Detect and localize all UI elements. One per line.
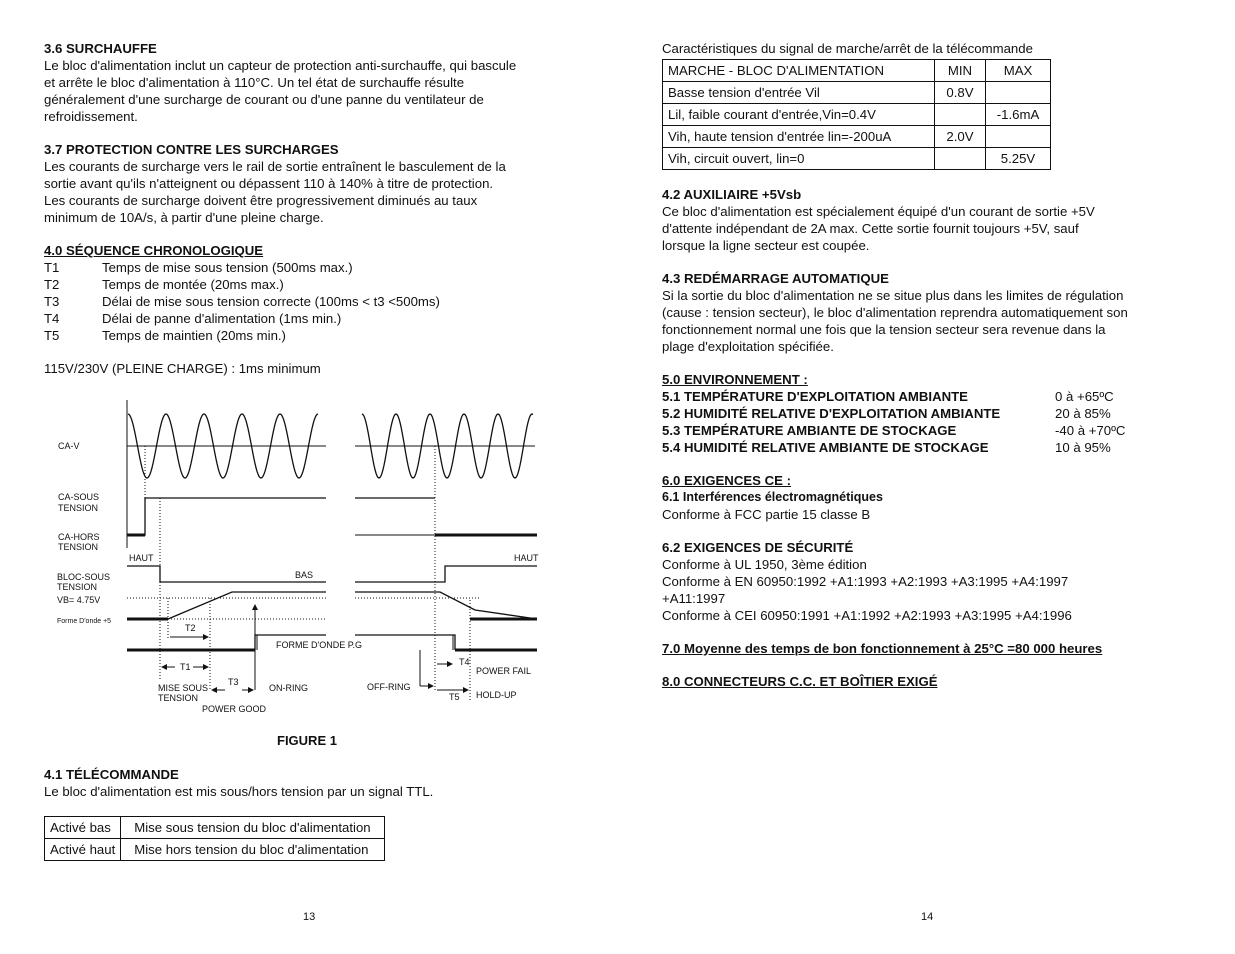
paragraph-line: Les courants de surcharge doivent être progressivement diminués au taux (44, 193, 478, 208)
timing-item: T3 Délai de mise sous tension correcte (100ms < t3 <500ms) (44, 294, 440, 309)
env-row: 5.4 HUMIDITÉ RELATIVE AMBIANTE DE STOCKAGE 10 à 95% (662, 440, 1111, 455)
paragraph-line: Le bloc d'alimentation inclut un capteur de protection anti-surchauffe, qui bascule (44, 58, 517, 73)
section-title: 7.0 Moyenne des temps de bon fonctionnement à 25°C =80 000 heures (662, 641, 1103, 656)
table-header: MARCHE - BLOC D'ALIMENTATION MIN MAX (663, 60, 1051, 82)
table-row: Vih, circuit ouvert, lin=0 5.25V (663, 148, 1051, 170)
subsection-title: 6.2 EXIGENCES DE SÉCURITÉ (662, 540, 854, 555)
label-t3: T3 (228, 677, 239, 687)
table-row: Vih, haute tension d'entrée lin=-200uA 2.0V (663, 126, 1051, 148)
figure-caption: FIGURE 1 (277, 733, 337, 748)
section-title: 8.0 CONNECTEURS C.C. ET BOÎTIER EXIGÉ (662, 674, 938, 689)
label-power-good: POWER GOOD (202, 704, 267, 714)
table-title: Caractéristiques du signal de marche/arrêt de la télécommande (662, 41, 1033, 56)
label-ca-v: CA-V (58, 441, 80, 451)
paragraph-line: Conforme à FCC partie 15 classe B (662, 507, 871, 522)
paragraph-line: plage d'exploitation spécifiée. (662, 339, 834, 354)
label-ca-hors: CA-HORS (58, 532, 100, 542)
paragraph-line: Le bloc d'alimentation est mis sous/hors tension par un signal TTL. (44, 784, 434, 799)
right-page (662, 40, 1202, 690)
paragraph-line: minimum de 10A/s, à partir d'une pleine charge. (44, 210, 324, 225)
label-t2: T2 (185, 623, 196, 633)
table-row: Lil, faible courant d'entrée,Vin=0.4V -1.6mA (663, 104, 1051, 126)
label-mise-2: TENSION (158, 693, 199, 703)
timing-item: T5 Temps de maintien (20ms min.) (44, 328, 286, 343)
label-t5: T5 (449, 692, 460, 702)
section-title: 4.0 SÉQUENCE CHRONOLOGIQUE (44, 243, 264, 258)
label-mise: MISE SOUS (158, 683, 209, 693)
page-number: 14 (921, 911, 934, 923)
paragraph-line: généralement d'une surcharge de courant ou d'une panne du ventilateur de (44, 92, 484, 107)
paragraph-line: d'attente indépendant de 2A max. Cette sortie fournit toujours +5V, sauf (662, 221, 1079, 236)
paragraph-line: Conforme à EN 60950:1992 +A1:1993 +A2:1993 +A3:1995 +A4:1997 (662, 574, 1069, 589)
label-forme-pg: FORME D'ONDE P.G (276, 640, 363, 650)
label-t1: T1 (180, 662, 191, 672)
page-number: 13 (303, 911, 316, 923)
section-title: 4.1 TÉLÉCOMMANDE (44, 767, 179, 782)
table-row: Activé bas Mise sous tension du bloc d'alimentation (45, 817, 385, 839)
section-title: 5.0 ENVIRONNEMENT : (662, 372, 808, 387)
label-haut-left: HAUT (129, 553, 154, 563)
timing-note: 115V/230V (PLEINE CHARGE) : 1ms minimum (44, 361, 321, 376)
section-title: 4.2 AUXILIAIRE +5Vsb (662, 187, 802, 202)
label-ca-sous-2: TENSION (58, 503, 99, 513)
paragraph-line: Conforme à CEI 60950:1991 +A1:1992 +A2:1993 +A3:1995 +A4:1996 (662, 608, 1072, 623)
paragraph-line: Si la sortie du bloc d'alimentation ne se situe plus dans les limites de régulation (662, 288, 1124, 303)
env-row: 5.2 HUMIDITÉ RELATIVE D'EXPLOITATION AMBIANTE 20 à 85% (662, 406, 1111, 421)
paragraph-line: (cause : tension secteur), le bloc d'alimentation reprendra automatiquement son (662, 305, 1128, 320)
timing-diagram (0, 395, 600, 725)
env-row: 5.3 TEMPÉRATURE AMBIANTE DE STOCKAGE -40 à +70ºC (662, 423, 1126, 438)
left-page (44, 40, 584, 377)
timing-item: T1 Temps de mise sous tension (500ms max.) (44, 260, 353, 275)
paragraph-line: Conforme à UL 1950, 3ème édition (662, 557, 867, 572)
env-row: 5.1 TEMPÉRATURE D'EXPLOITATION AMBIANTE 0 à +65ºC (662, 389, 1114, 404)
table-row: Basse tension d'entrée Vil 0.8V (663, 82, 1051, 104)
label-bloc: BLOC-SOUS (57, 572, 111, 582)
label-vb: VB= 4.75V (57, 595, 101, 605)
paragraph-line: refroidissement. (44, 109, 138, 124)
label-haut-right: HAUT (514, 553, 539, 563)
section-title: 3.7 PROTECTION CONTRE LES SURCHARGES (44, 142, 339, 157)
section-title: 4.3 REDÉMARRAGE AUTOMATIQUE (662, 271, 889, 286)
label-t4: T4 (459, 657, 470, 667)
label-ca-hors-2: TENSION (58, 542, 99, 552)
paragraph-line: sortie avant qu'ils n'atteignent ou dépassent 110 à 140% à titre de protection. (44, 176, 494, 191)
label-forme5: Forme D'onde +5 (57, 618, 112, 625)
paragraph-line: et arrête le bloc d'alimentation à 110°C. Un tel état de surchauffe résulte (44, 75, 465, 90)
label-bloc-2: TENSION (57, 582, 98, 592)
timing-item: T4 Délai de panne d'alimentation (1ms min.) (44, 311, 342, 326)
section-title: 3.6 SURCHAUFFE (44, 41, 157, 56)
label-hold-up: HOLD-UP (476, 690, 517, 700)
signal-table (662, 59, 1051, 170)
remote-table (44, 816, 385, 861)
subsection-title: 6.1 Interférences électromagnétiques (662, 490, 883, 504)
label-bas: BAS (295, 570, 314, 580)
table-row: Activé haut Mise hors tension du bloc d'alimentation (45, 839, 385, 861)
paragraph-line: +A11:1997 (662, 591, 726, 606)
paragraph-line: lorsque la ligne secteur est coupée. (662, 238, 870, 253)
label-power-fail: POWER FAIL (476, 666, 532, 676)
section-title: 6.0 EXIGENCES CE : (662, 473, 791, 488)
label-ca-sous: CA-SOUS (58, 492, 100, 502)
label-off-ring: OFF-RING (367, 682, 411, 692)
label-on-ring: ON-RING (269, 683, 308, 693)
paragraph-line: fonctionnement normal une fois que la tension secteur sera revenue dans la (662, 322, 1106, 337)
timing-item: T2 Temps de montée (20ms max.) (44, 277, 284, 292)
section-41 (44, 766, 584, 861)
paragraph-line: Les courants de surcharge vers le rail de sortie entraînent le basculement de la (44, 159, 506, 174)
paragraph-line: Ce bloc d'alimentation est spécialement équipé d'un courant de sortie +5V (662, 204, 1095, 219)
